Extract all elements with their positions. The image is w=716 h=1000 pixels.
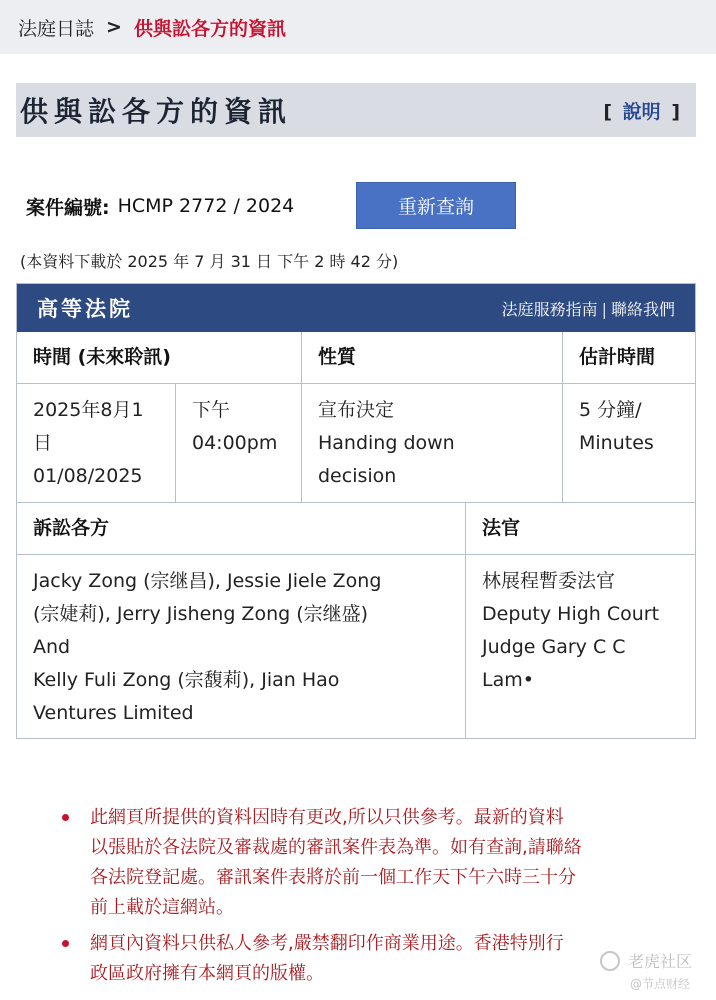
tiger-community-logo-icon bbox=[600, 951, 620, 971]
court-links-separator: | bbox=[601, 299, 607, 319]
judge-line: Deputy High Court bbox=[482, 603, 660, 625]
case-number-label: 案件編號: bbox=[26, 196, 110, 219]
judge-cell bbox=[466, 555, 695, 738]
contact-us-link[interactable]: 聯絡我們 bbox=[610, 299, 675, 319]
judge-line: Judge Gary C C bbox=[482, 636, 626, 658]
watermark-handle: @节点财经 bbox=[630, 977, 691, 991]
court-links bbox=[502, 297, 675, 320]
parties-line: (宗婕莉), Jerry Jisheng Zong (宗继盛) bbox=[33, 603, 369, 625]
court-panel bbox=[16, 283, 696, 739]
hearing-duration-line1: 5 分鐘/ bbox=[579, 399, 642, 421]
watermark-brand: 老虎社区 bbox=[628, 952, 693, 971]
red-bullet-icon bbox=[62, 814, 69, 821]
hearing-date-line1: 2025年8月1 bbox=[33, 399, 144, 421]
breadcrumb bbox=[0, 0, 716, 54]
hearing-nature-line2: Handing down bbox=[318, 432, 455, 454]
parties-line: Jacky Zong (宗继昌), Jessie Jiele Zong bbox=[33, 570, 382, 592]
case-number-row bbox=[26, 182, 294, 230]
hearing-nature-cell bbox=[302, 384, 563, 503]
hearing-time-cell bbox=[176, 384, 302, 503]
court-name: 高等法院 bbox=[37, 297, 133, 321]
note-line: 政區政府擁有本網頁的版權。 bbox=[90, 963, 324, 984]
requery-button[interactable]: 重新查詢 bbox=[356, 182, 516, 229]
judge-line: 林展程暫委法官 bbox=[482, 570, 616, 592]
help-link-group bbox=[603, 97, 680, 124]
hearing-nature-line3: decision bbox=[318, 465, 397, 487]
watermark bbox=[600, 947, 710, 997]
page-title: 供與訟各方的資訊 bbox=[20, 95, 293, 128]
court-guide-link[interactable]: 法庭服務指南 bbox=[501, 299, 598, 319]
judge-line: Lam• bbox=[482, 669, 534, 691]
parties-line: Kelly Fuli Zong (宗馥莉), Jian Hao bbox=[33, 669, 340, 691]
red-bullet-icon bbox=[62, 940, 69, 947]
note-line: 前上載於這網站。 bbox=[90, 897, 234, 918]
hearing-time-line1: 下午 bbox=[192, 399, 231, 421]
breadcrumb-current: 供與訟各方的資訊 bbox=[133, 17, 286, 40]
header-nature: 性質 bbox=[302, 332, 563, 384]
help-link[interactable]: 說明 bbox=[622, 100, 661, 123]
case-number-value: HCMP 2772 / 2024 bbox=[117, 195, 295, 217]
hearing-nature-line1: 宣布決定 bbox=[318, 399, 395, 421]
parties-line: Ventures Limited bbox=[33, 702, 194, 724]
hearing-duration-line2: Minutes bbox=[579, 432, 654, 454]
note-line: 網頁內資料只供私人參考,嚴禁翻印作商業用途。香港特別行 bbox=[90, 933, 564, 954]
page-title-bar bbox=[16, 83, 696, 137]
help-bracket-close: ] bbox=[671, 100, 680, 123]
breadcrumb-home-link[interactable]: 法庭日誌 bbox=[18, 17, 95, 40]
header-judge: 法官 bbox=[466, 503, 695, 555]
help-bracket-open: [ bbox=[603, 100, 613, 123]
hearing-duration-cell bbox=[563, 384, 695, 503]
hearing-date-cell bbox=[17, 384, 176, 503]
breadcrumb-separator: > bbox=[106, 16, 122, 38]
disclaimer-note bbox=[56, 803, 696, 923]
header-parties: 訴訟各方 bbox=[17, 503, 466, 555]
note-line: 以張貼於各法院及審裁處的審訊案件表為準。如有查詢,請聯絡 bbox=[90, 837, 582, 858]
header-duration: 估計時間 bbox=[563, 332, 695, 384]
hearing-date-line2: 日 bbox=[33, 432, 53, 454]
note-line: 各法院登記處。審訊案件表將於前一個工作天下午六時三十分 bbox=[90, 867, 576, 888]
parties-cell bbox=[17, 555, 466, 738]
parties-line: And bbox=[33, 636, 71, 658]
note-line: 此網頁所提供的資料因時有更改,所以只供參考。最新的資料 bbox=[90, 807, 564, 828]
court-header bbox=[17, 284, 695, 332]
hearing-date-line3: 01/08/2025 bbox=[33, 465, 143, 487]
header-time: 時間 (未來聆訊) bbox=[17, 332, 302, 384]
download-timestamp: (本資料下載於 2025 年 7 月 31 日 下午 2 時 42 分) bbox=[20, 252, 399, 271]
hearing-time-line2: 04:00pm bbox=[192, 432, 278, 454]
